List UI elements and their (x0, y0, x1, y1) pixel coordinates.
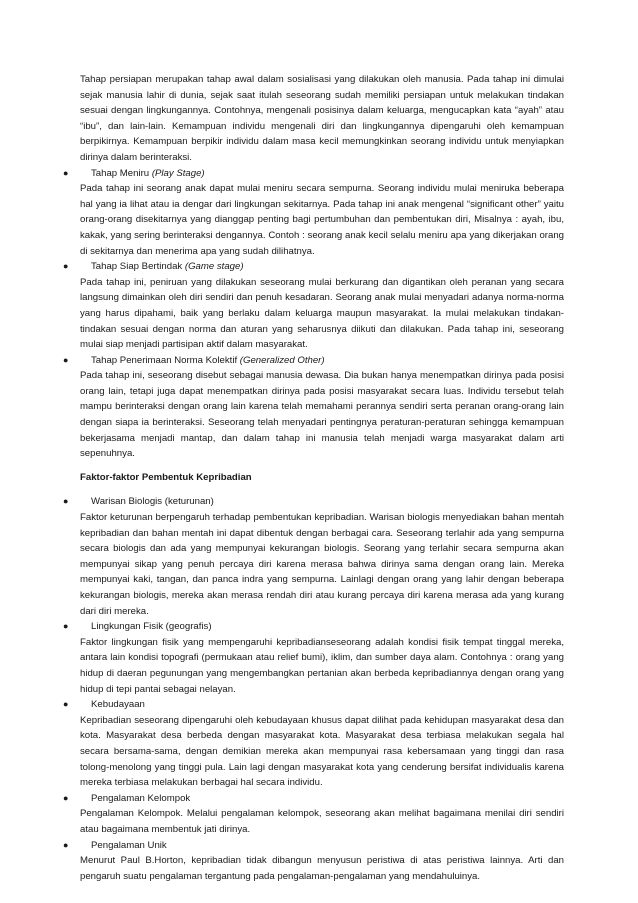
stage-heading-play (63, 166, 564, 182)
document-body (63, 72, 564, 884)
factor-heading-culture (63, 697, 564, 713)
factor-paragraph-culture: Kepribadian seseorang dipengaruhi oleh kebudayaan khusus dapat dilihat pada kehidupan masyarakat desa dan kota. Masyarakat desa berbeda dengan masyarakat kota. Masyarakat desa terbiasa melakukan segala hal secara bersama-sama, dengan demikian mereka akan mempunyai rasa kebersamaan yang tinggi dan rasa tolong-menolong yang tinggi pula. Lain lagi dengan masyarakat kota yang cenderung bersifat individualis karena mereka terbiasa melakukan berbagai hal secara individu. (80, 714, 564, 789)
factor-title: Warisan Biologis (keturunan) (91, 496, 214, 508)
stage-title: Tahap Siap Bertindak (91, 261, 183, 273)
stage-heading-generalized (63, 353, 564, 369)
factor-title: Kebudayaan (91, 699, 145, 711)
bullet-icon: ● (63, 167, 69, 178)
factor-paragraph-unique: Menurut Paul B.Horton, kepribadian tidak dibangun menyusun peristiwa di atas peristiwa lainnya. Arti dan pengaruh suatu pengalaman tergantung pada pengalaman-pengalaman yang mendahuluinya. (80, 855, 564, 882)
section-heading-factors: Faktor-faktor Pembentuk Kepribadian (80, 471, 252, 483)
bullet-icon: ● (63, 699, 69, 710)
bullet-icon: ● (63, 496, 69, 507)
bullet-icon: ● (63, 261, 69, 272)
factor-paragraph-group: Pengalaman Kelompok. Melalui pengalaman kelompok, seseorang akan melihat bagaimana menilai diri sendiri atau bagaimana membentuk jati dirinya. (80, 808, 564, 835)
factor-heading-biology (63, 494, 564, 510)
stage-paragraph-game: Pada tahap ini, peniruan yang dilakukan seseorang mulai berkurang dan digantikan oleh peranan yang secara langsung dimainkan oleh diri sendiri dan penuh kesadaran. Seorang anak mulai menyadari adanya norma-norma yang harus dipahami, baik yang berlaku dalam keluarga maupun masyarakat. Ia mulai melakukan tindakan-tindakan sesuai dengan norma dan aturan yang seharusnya diikuti dan dilakukan. Pada tahap ini, seseorang mulai siap menjadi partisipan aktif dalam masyarakat. (80, 276, 564, 351)
stage-title: Tahap Meniru (91, 167, 150, 179)
bullet-icon: ● (63, 839, 69, 850)
factor-title: Pengalaman Unik (91, 839, 167, 851)
bullet-icon: ● (63, 792, 69, 803)
stage-subtitle: (Play Stage) (151, 167, 205, 179)
stage-subtitle: (Game stage) (184, 261, 244, 273)
stage-paragraph-generalized: Pada tahap ini, seseorang disebut sebagai manusia dewasa. Dia bukan hanya menempatkan dirinya pada posisi orang lain, tetapi juga dapat menempatkan dirinya pada posisi masyarakat secara luas. Individu tersebut telah mampu berinteraksi dengan orang lain karena telah memahami perannya sendiri serta peranan orang-orang lain dengan siapa ia berinteraksi. Seseorang telah menyadari pentingnya peraturan-peraturan sehingga kemampuan bekerjasama menjadi mantap, dan dalam tahap ini manusia telah menjadi warga masyarakat dalam arti sepenuhnya. (80, 370, 564, 460)
stage-title: Tahap Penerimaan Norma Kolektif (91, 354, 238, 366)
factor-paragraph-geography: Faktor lingkungan fisik yang mempengaruhi kepribadianseseorang adalah kondisi fisik tempat tinggal mereka, antara lain kondisi topografi (permukaan atau relief bumi), iklim, dan sumber daya alam. Contohnya : orang yang hidup di daeran pegunungan yang mengembangkan pertanian akan berbeda kepribadiannya dengan orang yang hidup di tepi pantai sebagai nelayan. (80, 636, 564, 695)
bullet-icon: ● (63, 354, 69, 365)
factor-title: Lingkungan Fisik (geografis) (91, 621, 212, 633)
factor-title: Pengalaman Kelompok (91, 792, 191, 804)
factor-heading-group (63, 791, 564, 807)
bullet-icon: ● (63, 621, 69, 632)
factor-heading-geography (63, 619, 564, 635)
factor-heading-unique (63, 838, 564, 854)
stage-subtitle: (Generalized Other) (239, 354, 325, 366)
factor-paragraph-biology: Faktor keturunan berpengaruh terhadap pembentukan kepribadian. Warisan biologis menyediakan bahan mentah kepribadian dan bahan mentah ini dapat dibentuk dengan berbagai cara. Seseorang terlahir ada yang sempurna secara biologis dan ada yang mempunyai kekurangan biologis. Seorang yang terlahir secara sempurna akan mempunyai sikap yang penuh percaya diri karena merasa bahwa dirinya sama dengan orang lain. Mereka mempunyai kaki, tangan, dan panca indra yang sempurna. Lainlagi dengan orang yang lahir dengan beberapa kekurangan biologis, mereka akan merasa rendah diri atau kurang percaya diri karena merasa ada yang kurang dari diri mereka. (80, 512, 564, 617)
stage-paragraph-play: Pada tahap ini seorang anak dapat mulai meniru secara sempurna. Seorang individu mulai meniruka beberapa hal yang ia lihat atau ia dengar dari lingkungan sekitarnya. Pada tahap ini anak mengenal “significant other” yaitu orang-orang disekitarnya yang dianggap penting bagi pertumbuhan dan pembentukan diri, Misalnya : ayah, ibu, kakak, yang sering berinteraksi dengannya. Contoh : seorang anak kecil selalu meniru apa yang dikerjakan orang di sekitarnya dan menerima apa yang sudah dilihatnya. (80, 183, 564, 257)
intro-paragraph: Tahap persiapan merupakan tahap awal dalam sosialisasi yang dilakukan oleh manusia. Pada tahap ini dimulai sejak manusia lahir di dunia, sejak saat itulah seseorang sudah memiliki persiapan untuk melakukan tindakan sesuai dengan lingkungannya. Contohnya, mengenali posisinya dalam keluarga, mengucapkan kata “ayah” atau “ibu”, dan lain-lain. Kemampuan individu mengenali diri dan lingkungannya dipengaruhi oleh kemampuan berpikirnya. Kemampuan berpikir individu dalam masa kecil memungkinkan seorang individu untuk menyiapkan dirinya dalam berinteraksi. (80, 74, 564, 163)
stage-heading-game (63, 259, 564, 275)
